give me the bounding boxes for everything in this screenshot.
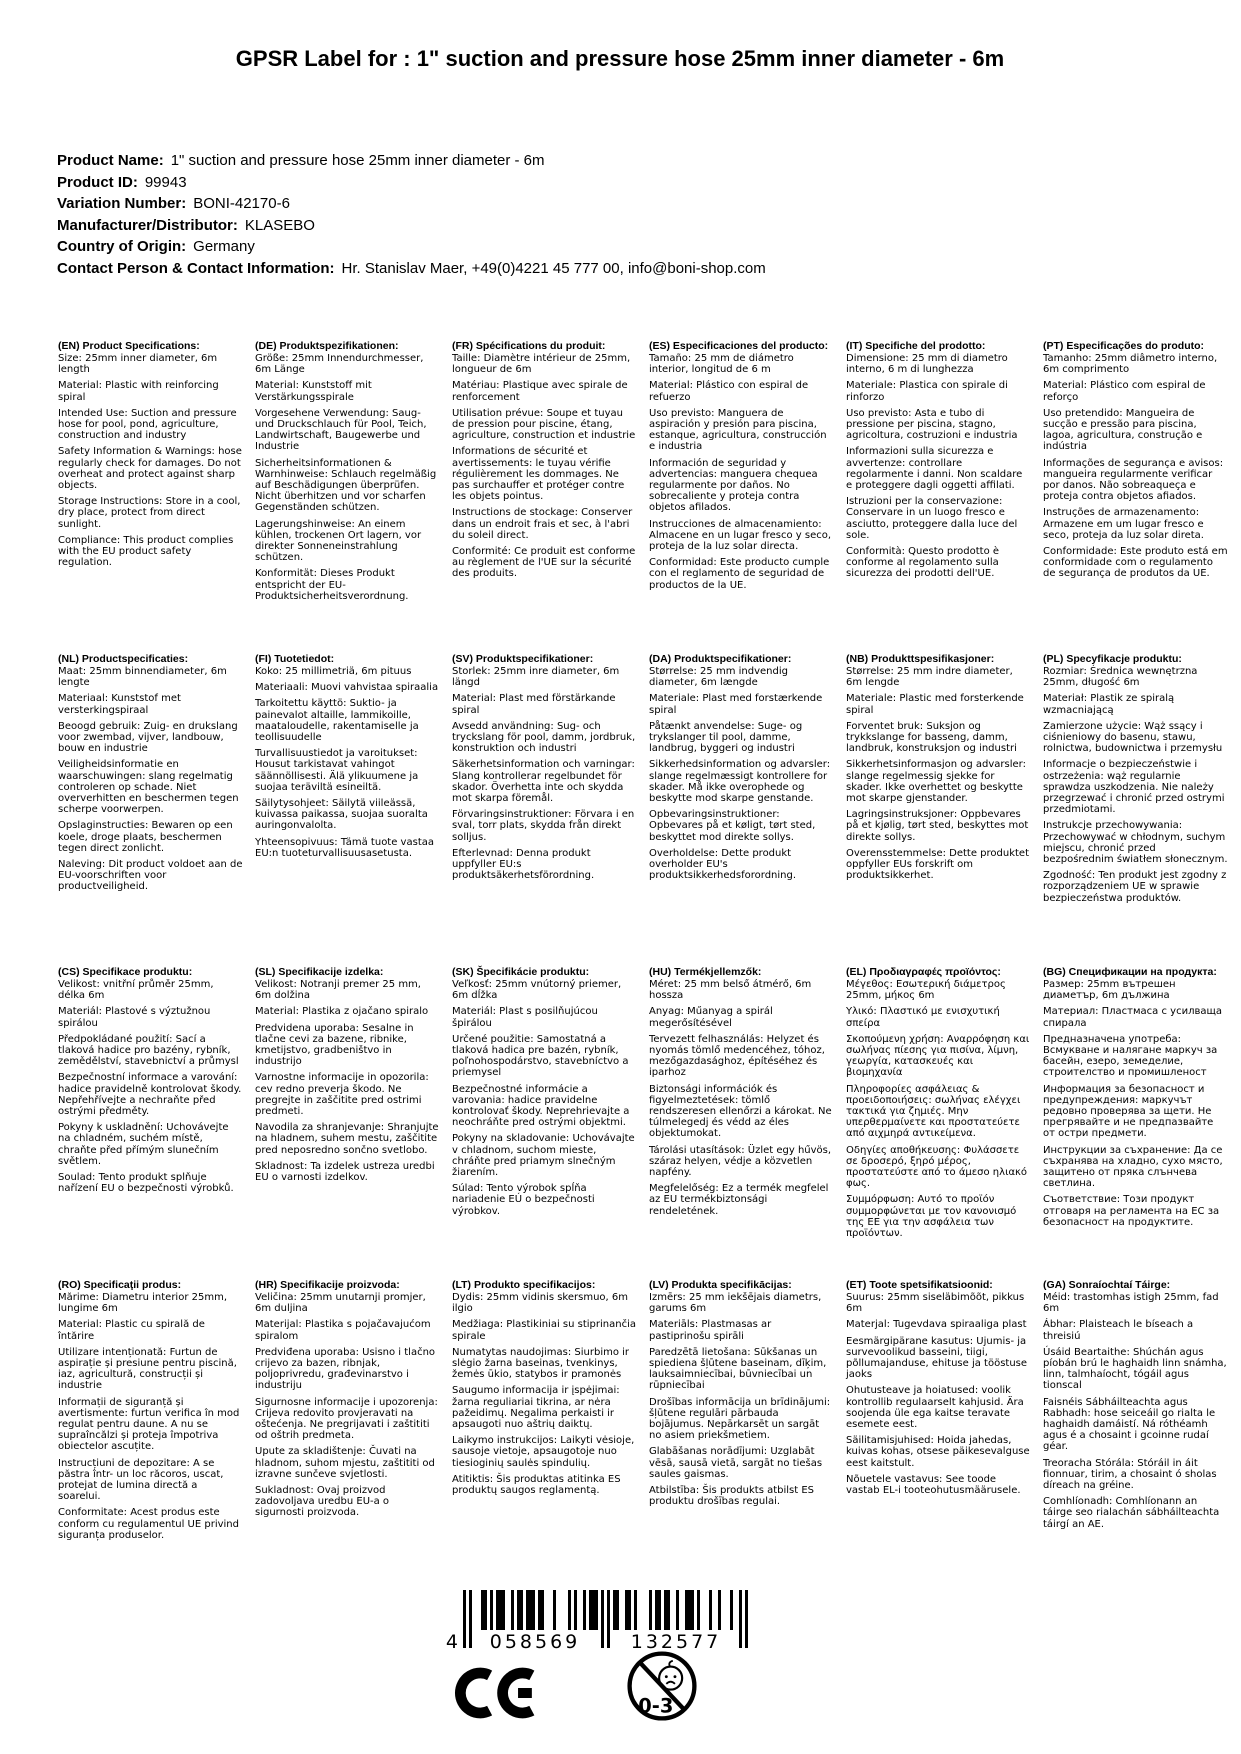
- spec-paragraph: Tárolási utasítások: Üzlet egy hűvös, száraz helyen, védje a közvetlen napfény.: [649, 1144, 832, 1179]
- spec-cell-pt: [1043, 340, 1228, 653]
- spec-paragraph: Zgodność: Ten produkt jest zgodny z rozporządzeniem UE w sprawie bezpieczeństwa produktów.: [1043, 870, 1227, 904]
- spec-paragraph: Informazioni sulla sicurezza e avvertenze: controllare regolarmente i danni. Non scaldare e proteggere dagli oggetti affilati.: [846, 446, 1023, 492]
- spec-paragraph: Atitiktis: Šis produktas atitinka ES produktų saugos reglamentą.: [452, 1473, 621, 1497]
- spec-paragraph: Rozmiar: Średnica wewnętrzna 25mm, długość 6m: [1043, 666, 1198, 689]
- spec-paragraph: Veličina: 25mm unutarnji promjer, 6m duljina: [255, 1292, 426, 1315]
- spec-paragraph: Maat: 25mm binnendiameter, 6m lengte: [58, 666, 227, 689]
- spec-paragraph: Materiaali: Muovi vahvistaa spiraalia: [255, 682, 439, 694]
- spec-paragraph: Предназначена употреба: Всмукване и налягане маркуч за басейн, езеро, земеделие, строителство и промишленост: [1043, 1033, 1218, 1079]
- spec-heading: (DE) Produktspezifikationen:: [255, 340, 399, 352]
- spec-paragraph: Informacje o bezpieczeństwie i ostrzeżenia: wąż regularnie sprawdza uszkodzenia. Nie należy przegrzewać i chronić przed ostrymi przedmiotami.: [1043, 759, 1225, 816]
- spec-paragraph: Informații de siguranță și avertismente: furtun verifica în mod regulat pentru daune. A nu se supraîncălzi și proteja împotriva obiectelor ascuțite.: [58, 1396, 240, 1453]
- spec-cell-en: [58, 340, 243, 653]
- product-info-row: [57, 150, 766, 172]
- spec-cell-sl: [255, 966, 440, 1279]
- spec-paragraph: Materijal: Plastika s pojačavajućom spiralom: [255, 1319, 431, 1342]
- product-info-value: 99943: [144, 173, 187, 191]
- spec-paragraph: Размер: 25mm вътрешен диаметър, 6m дължина: [1043, 979, 1176, 1002]
- spec-paragraph: Conformidad: Este producto cumple con el reglamento de seguridad de productos de la UE.: [649, 557, 830, 591]
- spec-paragraph: Conformità: Questo prodotto è conforme al regolamento sulla sicurezza dei prodotti dell'UE.: [846, 546, 1000, 580]
- spec-cell-cs: [58, 966, 243, 1279]
- spec-paragraph: Yhteensopivuus: Tämä tuote vastaa EU:n tuoteturvallisuusasetusta.: [255, 836, 434, 859]
- spec-paragraph: Conformitate: Acest produs este conform cu regulamentul UE privind siguranța produselor.: [58, 1507, 239, 1541]
- spec-cell-et: [846, 1279, 1031, 1592]
- page-title: GPSR Label for : 1" suction and pressure hose 25mm inner diameter - 6m: [235, 46, 1005, 71]
- spec-paragraph: Uso pretendido: Mangueira de sucção e pressão para piscina, lagoa, agricultura, construção e indústria: [1043, 407, 1203, 453]
- product-info-label: Contact Person & Contact Information:: [57, 259, 335, 277]
- baby-eye-right: [674, 1675, 677, 1678]
- spec-paragraph: Instrucțiuni de depozitare: A se păstra într- un loc răcoros, uscat, protejat de lumina directă a soarelui.: [58, 1457, 224, 1503]
- spec-paragraph: Material: Plast med förstärkande spiral: [452, 693, 616, 716]
- spec-paragraph: Säilitamisjuhised: Hoida jahedas, kuivas kohas, otsese päikesevalguse eest kaitstult.: [846, 1435, 1030, 1469]
- spec-heading: (LV) Produkta specifikācijas:: [649, 1279, 792, 1291]
- spec-paragraph: Materiale: Plastic med forsterkende spiral: [846, 693, 1024, 716]
- spec-paragraph: Συμμόρφωση: Αυτό το προϊόν συμμορφώνεται με τον κανονισμό της ΕΕ για την ασφάλεια των προϊόντων.: [846, 1194, 1017, 1240]
- spec-paragraph: Ábhar: Plaisteach le bíseach a threisiú: [1043, 1319, 1194, 1342]
- spec-paragraph: Soulad: Tento produkt splňuje nařízení EU o bezpečnosti výrobků.: [58, 1172, 234, 1195]
- spec-paragraph: Safety Information & Warnings: hose regularly check for damages. Do not overheat and protect against sharp objects.: [58, 446, 242, 492]
- spec-paragraph: Dydis: 25mm vidinis skersmuo, 6m ilgio: [452, 1292, 628, 1315]
- product-info-value: 1" suction and pressure hose 25mm inner diameter - 6m: [170, 152, 545, 169]
- spec-paragraph: Istruzioni per la conservazione: Conservare in un luogo fresco e asciutto, proteggere dalla luce del sole.: [846, 496, 1018, 541]
- spec-paragraph: Treoracha Stórála: Stóráil in áit fionnuar, tirim, a chosaint ó sholas díreach na gréine.: [1043, 1457, 1217, 1492]
- spec-paragraph: Instrucciones de almacenamiento: Almacene en un lugar fresco y seco, proteja de la luz solar directa.: [649, 518, 832, 553]
- spec-cell-el: [846, 966, 1031, 1279]
- spec-paragraph: Σκοπούμενη χρήση: Αναρρόφηση και σωλήνας πίεσης για πισίνα, λίμνη, γεωργία, κατασκευές και βιομηχανία: [846, 1033, 1030, 1079]
- barcode-right-digits: 132577: [630, 1631, 722, 1653]
- spec-paragraph: Bezpečnostné informácie a varovania: hadice pravidelne kontrolovať škody. Neprehrievajte a neochráňte pred ostrými objektmi.: [452, 1083, 630, 1129]
- spec-paragraph: Sicherheitsinformationen & Warnhinweise: Schlauch regelmäßig auf Beschädigungen überprüfen. Nicht überhitzen und vor scharfen Gegenständen schützen.: [255, 457, 437, 514]
- spec-paragraph: Overholdelse: Dette produkt overholder EU's produktsikkerhedsforordning.: [649, 847, 797, 882]
- spec-heading: (GA) Sonraíochtaí Táirge:: [1043, 1279, 1171, 1291]
- barcode-module: [745, 1590, 748, 1648]
- spec-heading: (SV) Produktspecifikationer:: [452, 653, 594, 665]
- product-info-value: Germany: [193, 238, 255, 255]
- spec-paragraph: Material: Plastika z ojačano spiralo: [255, 1006, 429, 1018]
- spec-paragraph: Информация за безопасност и предупреждения: маркучът редовно проверява за щети. Не прегрявайте и не предпазвайте от остри предмети.: [1043, 1083, 1214, 1140]
- spec-paragraph: Materiaal: Kunststof met versterkingspiraal: [58, 693, 181, 716]
- spec-heading: (NB) Produkttspesifikasjoner:: [846, 653, 995, 665]
- spec-paragraph: Predvidena uporaba: Sesalne in tlačne cevi za bazene, ribnike, kmetijstvo, gradbeništvo in industrijo: [255, 1022, 414, 1068]
- spec-paragraph: Beoogd gebruik: Zuig- en drukslang voor zwembad, vijver, landbouw, bouw en industrie: [58, 720, 238, 755]
- spec-paragraph: Eesmärgipärane kasutus: Ujumis- ja survevoolikud basseini, tiigi, põllumajanduse, ehituse ja tööstuse jaoks: [846, 1335, 1028, 1381]
- spec-paragraph: Materiál: Plast s posilňujúcou špirálou: [452, 1006, 598, 1029]
- barcode-left-digits: 058569: [489, 1631, 581, 1653]
- spec-paragraph: Instrukcje przechowywania: Przechowywać w chłodnym, suchym miejscu, chronić przed bezpośrednim światłem słonecznym.: [1043, 820, 1228, 866]
- spec-heading: (FI) Tuotetiedot:: [255, 653, 335, 665]
- product-info-row: [57, 193, 766, 215]
- spec-paragraph: Vorgesehene Verwendung: Saug- und Druckschlauch für Pool, Teich, Landwirtschaft, Baugewerbe und Industrie: [255, 407, 427, 453]
- spec-paragraph: Předpokládané použití: Sací a tlaková hadice pro bazény, rybník, zemědělství, stavebnictví a průmysl: [58, 1033, 239, 1068]
- spec-paragraph: Velikost: Notranji premer 25 mm, 6m dolžina: [255, 979, 421, 1002]
- spec-paragraph: Konformität: Dieses Produkt entspricht der EU-Produktsicherheitsverordnung.: [255, 568, 409, 602]
- spec-heading: (ES) Especificaciones del producto:: [649, 340, 829, 352]
- spec-cell-hr: [255, 1279, 440, 1592]
- product-info-row: [57, 236, 766, 258]
- spec-paragraph: Upute za skladištenje: Čuvati na hladnom, suhom mjestu, zaštititi od izravne sunčeve svjetlosti.: [255, 1446, 435, 1480]
- product-info-value: Hr. Stanislav Maer, +49(0)4221 45 777 00, info@boni-shop.com: [341, 259, 766, 277]
- spec-paragraph: Storlek: 25mm inre diameter, 6m längd: [452, 666, 620, 689]
- product-info-label: Manufacturer/Distributor:: [57, 216, 238, 234]
- ce-letter-c: [460, 1673, 489, 1713]
- spec-heading: (ET) Toote spetsifikatsioonid:: [846, 1279, 993, 1291]
- spec-paragraph: Drošības informācija un brīdinājumi: šļūtene regulāri pārbauda bojājumus. Nepārkarsēt un sargāt no asiem priekšmetiem.: [649, 1396, 831, 1442]
- spec-cell-pl: [1043, 653, 1228, 966]
- spec-paragraph: Koko: 25 millimetriä, 6m pituus: [255, 666, 412, 677]
- spec-paragraph: Mărime: Diametru interior 25mm, lungime 6m: [58, 1292, 228, 1315]
- product-info-label: Product Name:: [57, 152, 164, 169]
- spec-paragraph: Informações de segurança e avisos: mangueira regularmente verificar por danos. Não sobreaqueça e proteja contra objetos afiados.: [1043, 457, 1224, 503]
- spec-paragraph: Størrelse: 25 mm indvendig diameter, 6m længde: [649, 666, 788, 689]
- barcode-lead-digit: 4: [445, 1631, 458, 1653]
- spec-paragraph: Størrelse: 25 mm indre diameter, 6m lengde: [846, 666, 1013, 689]
- spec-paragraph: Méid: trastomhas istigh 25mm, fad 6m: [1043, 1292, 1219, 1315]
- spec-paragraph: Materjal: Tugevdava spiraaliga plast: [846, 1319, 1027, 1331]
- spec-paragraph: Materiál: Plastové s výztužnou spirálou: [58, 1006, 211, 1029]
- spec-paragraph: Förvaringsinstruktioner: Förvara i en sval, torr plats, skydda från direkt solljus.: [452, 809, 635, 843]
- spec-paragraph: Avsedd användning: Sug- och tryckslang för pool, damm, jordbruk, konstruktion och industri: [452, 720, 636, 755]
- spec-cell-lt: [452, 1279, 637, 1592]
- spec-paragraph: Tervezett felhasználás: Helyzet és nyomás tömlő medencéhez, tóhoz, mezőgazdasághoz, építéséhez és iparhoz: [649, 1033, 825, 1079]
- spec-cell-nb: [846, 653, 1031, 966]
- spec-paragraph: Material: Plastic with reinforcing spiral: [58, 380, 219, 403]
- spec-paragraph: Utilizare intenționată: Furtun de aspirație și presiune pentru piscină, iaz, agricultură, construcții și industrie: [58, 1346, 237, 1392]
- spec-cell-bg: [1043, 966, 1228, 1279]
- spec-paragraph: Material: Plastic cu spirală de întărire: [58, 1319, 205, 1342]
- spec-paragraph: Size: 25mm inner diameter, 6m length: [58, 353, 218, 376]
- spec-paragraph: Material: Kunststoff mit Verstärkungsspirale: [255, 380, 372, 403]
- spec-cell-fi: [255, 653, 440, 966]
- spec-heading: (SK) Špecifikácie produktu:: [452, 966, 590, 978]
- spec-paragraph: Efterlevnad: Denna produkt uppfyller EU:s produktsäkerhetsförordning.: [452, 847, 595, 882]
- spec-paragraph: Atbilstība: Šis produkts atbilst ES produktu drošības regulai.: [649, 1485, 815, 1508]
- spec-paragraph: Skladnost: Ta izdelek ustreza uredbi EU o varnosti izdelkov.: [255, 1160, 435, 1184]
- spec-paragraph: Instruções de armazenamento: Armazene em um lugar fresco e seco, proteja da luz solar direta.: [1043, 507, 1204, 541]
- spec-paragraph: Opbevaringsinstruktioner: Opbevares på et køligt, tørt sted, beskyttet mod direkte sollys.: [649, 809, 816, 843]
- spec-paragraph: Lagerungshinweise: An einem kühlen, trockenen Ort lagern, vor direkter Sonneneinstrahlung schützen.: [255, 518, 422, 564]
- product-info-row: [57, 258, 766, 280]
- spec-heading: (IT) Specifiche del prodotto:: [846, 340, 986, 352]
- product-info: [57, 150, 766, 279]
- spec-cell-hu: [649, 966, 834, 1279]
- age-range-label: 0-3: [638, 1694, 674, 1718]
- spec-paragraph: Veľkosť: 25mm vnútorný priemer, 6m dĺžka: [452, 979, 622, 1002]
- spec-paragraph: Suurus: 25mm siseläbimõõt, pikkus 6m: [846, 1292, 1025, 1315]
- spec-paragraph: Intended Use: Suction and pressure hose for pool, pond, agriculture, construction and industry: [58, 407, 237, 442]
- spec-paragraph: Velikost: vnitřní průměr 25mm, délka 6m: [58, 979, 214, 1002]
- barcode: [420, 1590, 820, 1660]
- spec-paragraph: Megfelelőség: Ez a termék megfelel az EU termékbiztonsági rendeletének.: [649, 1183, 829, 1217]
- spec-paragraph: Méret: 25 mm belső átmérő, 6m hossza: [649, 979, 812, 1002]
- spec-paragraph: Säilytysohjeet: Säilytä viileässä, kuivassa paikassa, suojaa suoralta auringonvalolta.: [255, 798, 428, 832]
- spec-paragraph: Tamanho: 25mm diâmetro interno, 6m comprimento: [1043, 353, 1218, 376]
- baby-frown: [666, 1682, 675, 1684]
- spec-paragraph: Nõuetele vastavus: See toode vastab EL-i tooteohutusmäärusele.: [846, 1473, 1021, 1497]
- spec-paragraph: Pokyny na skladovanie: Uchovávajte v chladnom, suchom mieste, chráňte pred priamym slnečným žiarením.: [452, 1133, 635, 1179]
- spec-paragraph: Material: Plástico con espiral de refuerzo: [649, 380, 809, 403]
- spec-paragraph: Navodila za shranjevanje: Shranjujte na hladnem, suhem mestu, zaščitite pred neposredno sončno svetlobo.: [255, 1122, 439, 1156]
- spec-cell-da: [649, 653, 834, 966]
- spec-paragraph: Naleving: Dit product voldoet aan de EU-voorschriften voor productveiligheid.: [58, 859, 243, 893]
- spec-heading: (HR) Specifikacije proizvoda:: [255, 1279, 400, 1291]
- product-info-label: Country of Origin:: [57, 238, 187, 255]
- spec-paragraph: Biztonsági információk és figyelmeztetések: tömlő rendszeresen ellenőrzi a károkat. Ne túlmelegedj és védd az éles objektumokat.: [649, 1083, 832, 1140]
- spec-paragraph: Taille: Diamètre intérieur de 25mm, longueur de 6m: [452, 353, 631, 376]
- spec-paragraph: Sigurnosne informacije i upozorenja: Crijeva redovito provjeravati na oštećenja. Ne pregrijavati i zaštititi od oštrih predmeta.: [255, 1396, 438, 1442]
- spec-paragraph: Utilisation prévue: Soupe et tuyau de pression pour piscine, étang, agriculture, construction et industrie: [452, 407, 636, 442]
- spec-paragraph: Lagringsinstruksjoner: Oppbevares på et kjølig, tørt sted, beskyttes mot direkte sollys.: [846, 809, 1029, 843]
- spec-paragraph: Forventet bruk: Suksjon og trykkslange for basseng, damm, landbruk, konstruksjon og industri: [846, 720, 1017, 755]
- spec-paragraph: Overensstemmelse: Dette produktet oppfyller EUs forskrift om produktsikkerhet.: [846, 847, 1029, 882]
- age-warning-icon: [626, 1650, 698, 1722]
- spec-paragraph: Varnostne informacije in opozorila: cev redno preverja škodo. Ne pregrejte in zaščitite pred ostrimi predmeti.: [255, 1072, 429, 1118]
- ce-mark-icon: [452, 1662, 538, 1724]
- spec-paragraph: Medžiaga: Plastikiniai su stiprinančia spirale: [452, 1319, 637, 1342]
- spec-paragraph: Tarkoitettu käyttö: Suktio- ja painevalot altaille, lammikoille, maataloudelle, rakentamiselle ja teollisuudelle: [255, 698, 419, 744]
- spec-cell-it: [846, 340, 1031, 653]
- spec-cell-sv: [452, 653, 637, 966]
- spec-paragraph: Materiale: Plast med forstærkende spiral: [649, 693, 823, 716]
- spec-paragraph: Izmērs: 25 mm iekšējais diametrs, garums 6m: [649, 1292, 822, 1315]
- spec-paragraph: Compliance: This product complies with the EU product safety regulation.: [58, 534, 234, 569]
- product-info-value: KLASEBO: [244, 216, 315, 234]
- spec-paragraph: Numatytas naudojimas: Siurbimo ir slėgio žarna baseinas, tvenkinys, žemės ūkio, statybos ir pramonės: [452, 1346, 630, 1381]
- spec-cell-ro: [58, 1279, 243, 1592]
- spec-paragraph: Comhlíonadh: Comhlíonann an táirge seo rialachán sábháilteachta táirgí an AE.: [1043, 1496, 1220, 1530]
- spec-paragraph: Glabāšanas norādījumi: Uzglabāt vēsā, sausā vietā, sargāt no tiešas saules gaismas.: [649, 1446, 823, 1480]
- spec-paragraph: Pokyny k uskladnění: Uchovávejte na chladném, suchém místě, chraňte před přímým slunečním světlem.: [58, 1122, 229, 1167]
- spec-heading: (PL) Specyfikacje produktu:: [1043, 653, 1182, 665]
- spec-paragraph: Matériau: Plastique avec spirale de renforcement: [452, 380, 628, 403]
- spec-paragraph: Paredzētā lietošana: Sūkšanas un spiediena šļūtene baseinam, dīķim, lauksaimniecībai, būvniecībai un rūpniecībai: [649, 1346, 827, 1392]
- spec-paragraph: Sikkerhetsinformasjon og advarsler: slange regelmessig sjekke for skader. Ikke overhettet og beskytte mot skarpe gjenstander.: [846, 759, 1026, 805]
- spec-paragraph: Conformité: Ce produit est conforme au règlement de l'UE sur la sécurité des produits.: [452, 546, 636, 580]
- spec-cell-nl: [58, 653, 243, 966]
- product-info-value: BONI-42170-6: [193, 195, 290, 212]
- spec-paragraph: Säkerhetsinformation och varningar: Slang kontrollerar regelbundet för skador. Överhetta inte och skydda mot skarpa föremål.: [452, 759, 635, 805]
- spec-paragraph: Laikymo instrukcijos: Laikyti vėsioje, sausoje vietoje, apsaugotoje nuo tiesioginių saulės spindulių.: [452, 1435, 635, 1469]
- spec-paragraph: Faisnéis Sábháilteachta agus Rabhadh: hose seiceáil go rialta le haghaidh damáistí. Ná róthéamh agus é a chosaint i gcoinne rudaí géar.: [1043, 1396, 1216, 1453]
- spec-paragraph: Storage Instructions: Store in a cool, dry place, protect from direct sunlight.: [58, 496, 241, 530]
- spec-paragraph: Úsáid Beartaithe: Shúchán agus píobán brú le haghaidh linn snámha, linn, talmhaíocht, tógáil agus tionscal: [1043, 1346, 1227, 1392]
- spec-paragraph: Súlad: Tento výrobok spĺňa nariadenie EÚ o bezpečnosti výrobkov.: [452, 1183, 595, 1217]
- spec-paragraph: Informations de sécurité et avertissements: le tuyau vérifie régulièrement les dommages. Ne pas surchauffer et protéger contre les objets pointus.: [452, 446, 625, 503]
- spec-paragraph: Veiligheidsinformatie en waarschuwingen: slang regelmatig controleren op schade. Niet oververhitten en beschermen tegen scherpe voorwerpen.: [58, 759, 239, 816]
- spec-cell-lv: [649, 1279, 834, 1592]
- spec-heading: (FR) Spécifications du produit:: [452, 340, 606, 352]
- spec-cell-ga: [1043, 1279, 1228, 1592]
- spec-paragraph: Tamaño: 25 mm de diámetro interior, longitud de 6 m: [649, 353, 794, 376]
- spec-heading: (LT) Produkto specifikacijos:: [452, 1279, 596, 1291]
- spec-paragraph: Información de seguridad y advertencias: manguera chequea regularmente por daños. No sobrecaliente y proteja contra objetos afilados.: [649, 457, 818, 514]
- spec-paragraph: Conformidade: Este produto está em conformidade com o regulamento de segurança de produtos da UE.: [1043, 546, 1228, 580]
- spec-paragraph: Uso previsto: Asta e tubo di pressione per piscina, stagno, agricoltura, costruzioni e industria: [846, 407, 1018, 442]
- spec-paragraph: Zamierzone użycie: Wąż ssący i ciśnieniowy do basenu, stawu, rolnictwa, budownictwa i przemysłu: [1043, 720, 1223, 755]
- spec-cell-de: [255, 340, 440, 653]
- product-info-label: Product ID:: [57, 173, 138, 191]
- spec-cell-sk: [452, 966, 637, 1279]
- spec-paragraph: Съответствие: Този продукт отговаря на регламента на ЕС за безопасност на продуктите.: [1043, 1194, 1220, 1228]
- spec-heading: (EN) Product Specifications:: [58, 340, 200, 352]
- spec-paragraph: Uso previsto: Manguera de aspiración y presión para piscina, estanque, agricultura, construcción e industria: [649, 407, 827, 453]
- spec-heading: (DA) Produktspecifikationer:: [649, 653, 792, 665]
- spec-paragraph: Инструкции за съхранение: Да се съхранява на хладно, сухо място, защитено от пряка слънчева светлина.: [1043, 1144, 1223, 1190]
- spec-paragraph: Bezpečnostní informace a varování: hadice pravidelně kontrolovat škody. Nepřehřívejte a nechraňte před ostrými předměty.: [58, 1072, 242, 1118]
- spec-heading: (PT) Especificações do produto:: [1043, 340, 1205, 352]
- spec-paragraph: Μέγεθος: Εσωτερική διάμετρος 25mm, μήκος 6m: [846, 979, 1006, 1002]
- baby-eye-left: [665, 1675, 668, 1678]
- spec-paragraph: Material: Plástico com espiral de reforço: [1043, 380, 1206, 403]
- spec-paragraph: Opslaginstructies: Bewaren op een koele, droge plaats, beschermen tegen direct zonlicht.: [58, 820, 233, 854]
- product-info-row: [57, 215, 766, 237]
- spec-paragraph: Saugumo informacija ir įspėjimai: žarna reguliariai tikrina, ar nėra pažeidimų. Negalima perkaisti ir apsaugoti nuo aštrių daiktų.: [452, 1385, 620, 1431]
- product-info-row: [57, 172, 766, 194]
- spec-cell-es: [649, 340, 834, 653]
- specifications-grid: [58, 340, 1228, 1592]
- spec-paragraph: Påtænkt anvendelse: Suge- og trykslanger til pool, damme, landbrug, byggeri og industri: [649, 720, 803, 755]
- product-info-label: Variation Number:: [57, 195, 187, 212]
- spec-paragraph: Instructions de stockage: Conserver dans un endroit frais et sec, à l'abri du soleil direct.: [452, 507, 633, 541]
- spec-heading: (NL) Productspecificaties:: [58, 653, 189, 665]
- spec-heading: (SL) Specifikacije izdelka:: [255, 966, 384, 978]
- spec-paragraph: Predviđena uporaba: Usisno i tlačno crijevo za bazen, ribnjak, poljoprivredu, građevinarstvo i industriju: [255, 1346, 436, 1392]
- spec-paragraph: Материал: Пластмаса с усилваща спирала: [1043, 1006, 1223, 1029]
- spec-paragraph: Materiał: Plastik ze spiralą wzmacniającą: [1043, 693, 1175, 716]
- spec-paragraph: Materiāls: Plastmasas ar pastiprinošu spirāli: [649, 1319, 772, 1342]
- spec-paragraph: Dimensione: 25 mm di diametro interno, 6 m di lunghezza: [846, 353, 1008, 376]
- spec-paragraph: Πληροφορίες ασφάλειας & προειδοποιήσεις: σωλήνας ελέγχει τακτικά για ζημιές. Μην υπερθερμαίνετε και προστατεύετε από αιχμηρά αντικείμενα.: [846, 1083, 1021, 1140]
- spec-heading: (RO) Specificaţii produs:: [58, 1279, 182, 1291]
- spec-heading: (BG) Спецификации на продукта:: [1043, 966, 1217, 978]
- spec-heading: (HU) Termékjellemzők:: [649, 966, 762, 978]
- spec-paragraph: Ohutusteave ja hoiatused: voolik kontrollib regulaarselt kahjusid. Ära soojenda üle ega kaitse teravate esemete eest.: [846, 1385, 1024, 1431]
- spec-paragraph: Materiale: Plastica con spirale di rinforzo: [846, 380, 1008, 403]
- spec-heading: (CS) Specifikace produktu:: [58, 966, 193, 978]
- spec-paragraph: Turvallisuustiedot ja varoitukset: Housut tarkistavat vahingot säännöllisesti. Älä ylikuumene ja suojaa teräviltä esineiltä.: [255, 748, 419, 793]
- spec-paragraph: Υλικό: Πλαστικό με ενισχυτική σπείρα: [846, 1006, 1000, 1029]
- spec-paragraph: Οδηγίες αποθήκευσης: Φυλάσσετε σε δροσερό, ξηρό μέρος, προστατεύστε από το άμεσο ηλιακό φως.: [846, 1144, 1028, 1190]
- spec-paragraph: Sikkerhedsinformation og advarsler: slange regelmæssigt kontrollere for skader. Må ikke overophede og beskytte mod skarpe genstande.: [649, 759, 831, 805]
- spec-heading: (EL) Προδιαγραφές προϊόντος:: [846, 966, 1001, 978]
- spec-paragraph: Sukladnost: Ovaj proizvod zadovoljava uredbu EU-a o sigurnosti proizvoda.: [255, 1485, 390, 1519]
- spec-cell-fr: [452, 340, 637, 653]
- spec-paragraph: Größe: 25mm Innendurchmesser, 6m Länge: [255, 353, 424, 376]
- spec-paragraph: Určené použitie: Samostatná a tlaková hadica pre bazén, rybník, poľnohospodárstvo, stavebníctvo a priemysel: [452, 1033, 629, 1079]
- spec-paragraph: Anyag: Műanyag a spirál megerősítésével: [649, 1006, 773, 1029]
